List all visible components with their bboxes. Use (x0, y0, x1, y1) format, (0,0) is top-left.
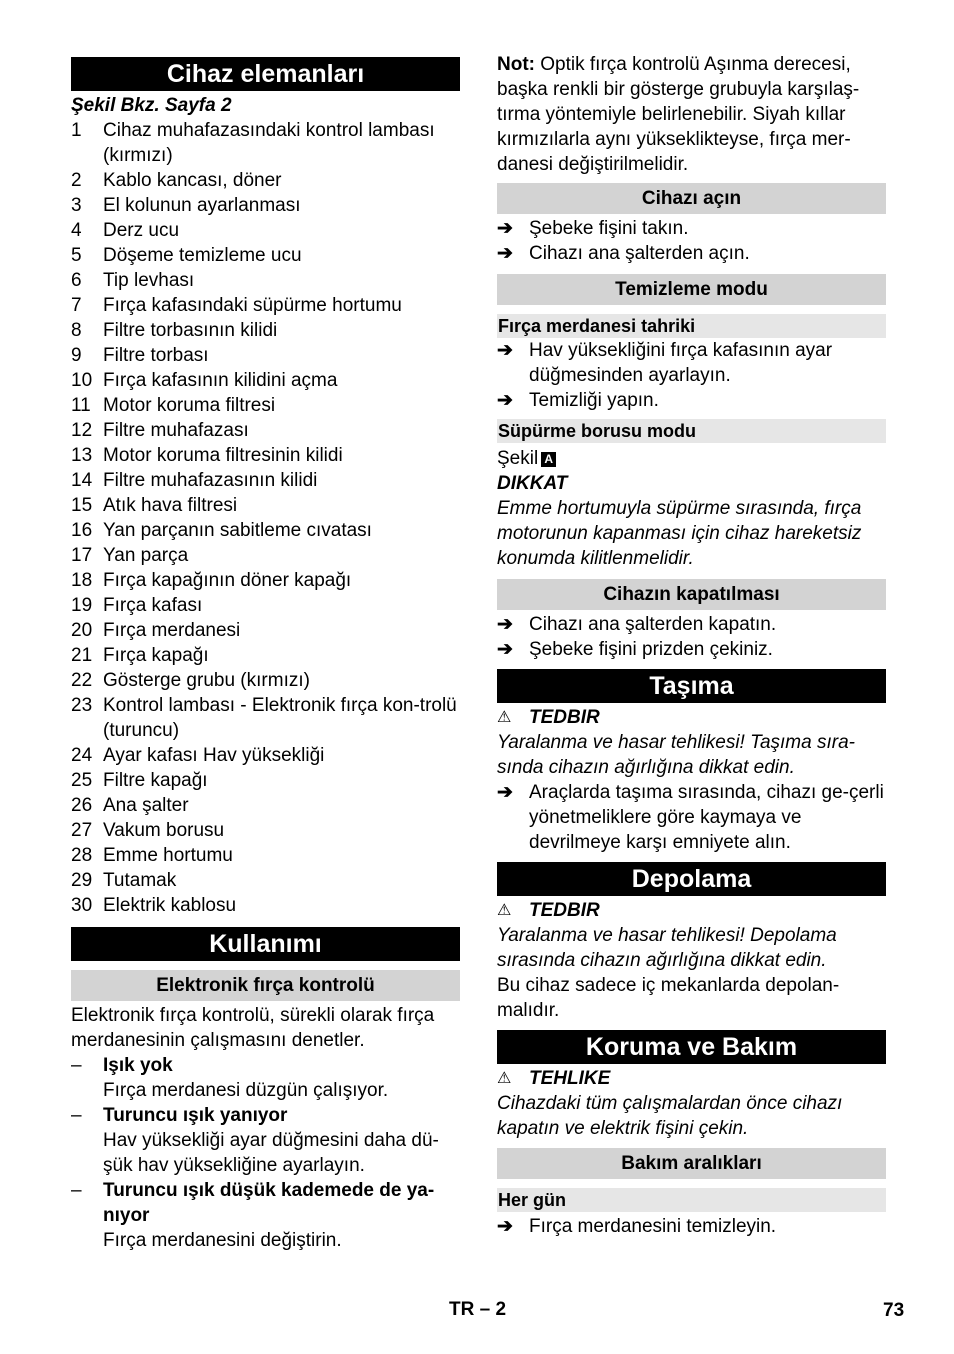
left-column (71, 57, 460, 1253)
dash-marker: – (71, 1180, 82, 1201)
list-item (71, 393, 460, 418)
warning-icon: ⚠ (497, 1070, 512, 1087)
warning-label: TEHLIKE (529, 1068, 611, 1089)
item-number: 24 (71, 745, 93, 766)
arrow-icon: ➔ (497, 390, 513, 411)
list-item (71, 793, 460, 818)
subsection-title-temizleme: Temizleme modu (497, 274, 886, 305)
list-item (71, 218, 460, 243)
item-number: 9 (71, 345, 82, 366)
steps-tasima (497, 780, 886, 855)
parts-list (71, 118, 460, 918)
state-text: Hav yüksekliği ayar düğmesini daha dü-şük hav yüksekliğine ayarlayın. (103, 1130, 439, 1176)
step-item (497, 1214, 886, 1239)
item-text: Motor koruma filtresi (103, 395, 276, 416)
item-text: Motor koruma filtresinin kilidi (103, 445, 343, 466)
arrow-icon: ➔ (497, 218, 513, 239)
item-number: 3 (71, 195, 82, 216)
note-text: Optik fırça kontrolü Aşınma derecesi, başka renkli bir gösterge grubuyla karşılaş-tırma yöntemiyle belirlenebilir. Siyah kıllar kırmızılarla aynı yükseklikteyse, fırça mer-danesi değiştirilmelidir. (497, 54, 860, 175)
item-text: Kablo kancası, döner (103, 170, 282, 191)
item-number: 26 (71, 795, 93, 816)
warning-icon: ⚠ (497, 709, 512, 726)
item-text: Fırça kafasındaki süpürme hortumu (103, 295, 402, 316)
list-item (71, 268, 460, 293)
item-text: Filtre muhafazasının kilidi (103, 470, 318, 491)
list-item (71, 818, 460, 843)
state-label: Işık yok (103, 1055, 173, 1076)
item-text: Kontrol lambası - Elektronik fırça kon-trolü (turuncu) (103, 695, 457, 741)
item-number: 11 (71, 395, 91, 416)
item-number: 22 (71, 670, 93, 691)
item-text: Filtre kapağı (103, 770, 208, 791)
list-item (71, 243, 460, 268)
item-text: Gösterge grubu (kırmızı) (103, 670, 310, 691)
step-item (497, 338, 886, 388)
list-item (71, 468, 460, 493)
item-number: 25 (71, 770, 93, 791)
item-number: 18 (71, 570, 93, 591)
note-paragraph (497, 52, 886, 177)
dash-marker: – (71, 1105, 82, 1126)
list-item (71, 743, 460, 768)
item-text: Atık hava filtresi (103, 495, 238, 516)
state-text: Fırça merdanesi düzgün çalışıyor. (103, 1080, 389, 1101)
item-number: 28 (71, 845, 93, 866)
item-text: Vakum borusu (103, 820, 225, 841)
list-item (71, 518, 460, 543)
section-title-cihaz-elemanlari: Cihaz elemanları (71, 57, 460, 91)
list-item (71, 868, 460, 893)
item-text: Yan parçanın sabitleme cıvatası (103, 520, 372, 541)
list-item (71, 768, 460, 793)
item-text: Cihaz muhafazasındaki kontrol lambası (kırmızı) (103, 120, 435, 166)
arrow-icon: ➔ (497, 340, 513, 361)
warning-tasima (497, 705, 886, 730)
list-item (71, 493, 460, 518)
warning-text: Cihazdaki tüm çalışmalardan önce cihazı kapatın ve elektrik fişini çekin. (497, 1093, 843, 1139)
subsection-title-elektronik-firca: Elektronik fırça kontrolü (71, 970, 460, 1001)
item-text: Filtre torbası (103, 345, 209, 366)
item-number: 4 (71, 220, 82, 241)
item-number: 8 (71, 320, 82, 341)
item-text: Filtre torbasının kilidi (103, 320, 278, 341)
step-text: Şebeke fişini prizden çekiniz. (529, 639, 773, 660)
item-text: Emme hortumu (103, 845, 233, 866)
arrow-icon: ➔ (497, 1216, 513, 1237)
list-item (71, 843, 460, 868)
warning-koruma (497, 1066, 886, 1091)
figure-label: Şekil (497, 448, 539, 469)
item-text: Fırça kapağı (103, 645, 209, 666)
item-text: Tip levhası (103, 270, 195, 291)
step-text: Cihazı ana şalterden açın. (529, 243, 750, 264)
warning-text: Yaralanma ve hasar tehlikesi! Depolama sırasında cihazın ağırlığına dikkat edin. (497, 925, 837, 971)
item-number: 30 (71, 895, 93, 916)
step-item (497, 637, 886, 662)
figure-badge-icon: A (541, 452, 556, 467)
item-text: Fırça kafasının kilidini açma (103, 370, 338, 391)
footer-language-page: TR – 2 (449, 1299, 507, 1320)
item-number: 15 (71, 495, 93, 516)
item-text: Fırça kapağının döner kapağı (103, 570, 352, 591)
steps-cihazi-acin (497, 216, 886, 266)
item-number: 27 (71, 820, 93, 841)
state-text: Fırça merdanesini değiştirin. (103, 1230, 342, 1251)
state-label: Turuncu ışık düşük kademede de ya-nıyor (103, 1180, 435, 1226)
states-list (71, 1053, 460, 1253)
steps-firca-tahriki (497, 338, 886, 413)
list-item (71, 693, 460, 743)
item-text: Filtre muhafazası (103, 420, 249, 441)
arrow-icon: ➔ (497, 639, 513, 660)
step-text: Şebeke fişini takın. (529, 218, 689, 239)
step-item (497, 241, 886, 266)
item-text: Ayar kafası Hav yüksekliği (103, 745, 325, 766)
list-item (71, 193, 460, 218)
state-label: Turuncu ışık yanıyor (103, 1105, 288, 1126)
item-number: 2 (71, 170, 82, 191)
caution-text: Emme hortumuyla süpürme sırasında, fırça motorunun kapanması için cihaz hareketsiz konumda kilitlenmelidir. (497, 498, 862, 569)
step-text: Araçlarda taşıma sırasında, cihazı ge-çerli yönetmeliklere göre kaymaya ve devrilmeye karşı emniyete alın. (529, 782, 884, 853)
step-text: Cihazı ana şalterden kapatın. (529, 614, 777, 635)
step-item (497, 612, 886, 637)
arrow-icon: ➔ (497, 614, 513, 635)
subsection-title-bakim: Bakım aralıkları (497, 1148, 886, 1179)
list-item (71, 418, 460, 443)
arrow-icon: ➔ (497, 243, 513, 264)
list-item (71, 618, 460, 643)
list-item (71, 293, 460, 318)
item-number: 7 (71, 295, 82, 316)
list-item (71, 893, 460, 918)
item-number: 13 (71, 445, 93, 466)
section-title-kullanimi: Kullanımı (71, 927, 460, 961)
list-item (71, 593, 460, 618)
section-title-koruma: Koruma ve Bakım (497, 1030, 886, 1064)
warning-icon: ⚠ (497, 902, 512, 919)
step-item (497, 216, 886, 241)
state-item (71, 1178, 460, 1228)
item-number: 1 (71, 120, 82, 141)
list-item (71, 168, 460, 193)
item-number: 23 (71, 695, 93, 716)
list-item (71, 543, 460, 568)
caution-label: DIKKAT (497, 473, 568, 494)
sub-heading-her-gun: Her gün (497, 1188, 886, 1212)
item-number: 19 (71, 595, 93, 616)
subsection-title-cihazi-acin: Cihazı açın (497, 183, 886, 214)
warning-text: Yaralanma ve hasar tehlikesi! Taşıma sıra-sında cihazın ağırlığına dikkat edin. (497, 732, 855, 778)
note-label: Not: (497, 54, 535, 75)
list-item (71, 368, 460, 393)
item-number: 21 (71, 645, 93, 666)
right-column (497, 52, 886, 1239)
sub-heading-supurme-borusu: Süpürme borusu modu (497, 419, 886, 443)
section-title-depolama: Depolama (497, 862, 886, 896)
item-text: Döşeme temizleme ucu (103, 245, 302, 266)
list-item (71, 568, 460, 593)
figure-line (497, 446, 886, 471)
item-number: 17 (71, 545, 93, 566)
item-text: Ana şalter (103, 795, 189, 816)
step-text: Temizliği yapın. (529, 390, 659, 411)
list-item (71, 318, 460, 343)
state-item (71, 1103, 460, 1128)
item-number: 14 (71, 470, 93, 491)
step-item (497, 388, 886, 413)
item-text: Fırça merdanesi (103, 620, 241, 641)
figure-reference: Şekil Bkz. Sayfa 2 (71, 95, 232, 116)
item-text: Tutamak (103, 870, 177, 891)
item-number: 12 (71, 420, 93, 441)
warning-label: TEDBIR (529, 900, 600, 921)
paragraph-depolama: Bu cihaz sadece iç mekanlarda depolan-malıdır. (497, 975, 840, 1021)
arrow-icon: ➔ (497, 782, 513, 803)
subsection-title-kapatilmasi: Cihazın kapatılması (497, 579, 886, 610)
item-text: Elektrik kablosu (103, 895, 237, 916)
item-number: 16 (71, 520, 93, 541)
warning-label: TEDBIR (529, 707, 600, 728)
steps-bakim (497, 1214, 886, 1239)
dash-marker: – (71, 1055, 82, 1076)
item-text: Fırça kafası (103, 595, 203, 616)
item-text: El kolunun ayarlanması (103, 195, 301, 216)
state-item (71, 1053, 460, 1078)
list-item (71, 343, 460, 368)
item-text: Yan parça (103, 545, 189, 566)
step-text: Fırça merdanesini temizleyin. (529, 1216, 777, 1237)
step-item (497, 780, 886, 855)
item-number: 10 (71, 370, 93, 391)
warning-depolama (497, 898, 886, 923)
list-item (71, 668, 460, 693)
item-number: 6 (71, 270, 82, 291)
item-number: 29 (71, 870, 93, 891)
footer-page-number: 73 (883, 1300, 905, 1321)
paragraph-intro: Elektronik fırça kontrolü, sürekli olarak fırça merdanesinin çalışmasını denetler. (71, 1005, 435, 1051)
step-text: Hav yüksekliğini fırça kafasının ayar düğmesinden ayarlayın. (529, 340, 833, 386)
item-text: Derz ucu (103, 220, 180, 241)
list-item (71, 443, 460, 468)
item-number: 20 (71, 620, 93, 641)
item-number: 5 (71, 245, 82, 266)
section-title-tasima: Taşıma (497, 669, 886, 703)
steps-kapatilmasi (497, 612, 886, 662)
list-item (71, 643, 460, 668)
list-item (71, 118, 460, 168)
sub-heading-firca-tahriki: Fırça merdanesi tahriki (497, 314, 886, 338)
